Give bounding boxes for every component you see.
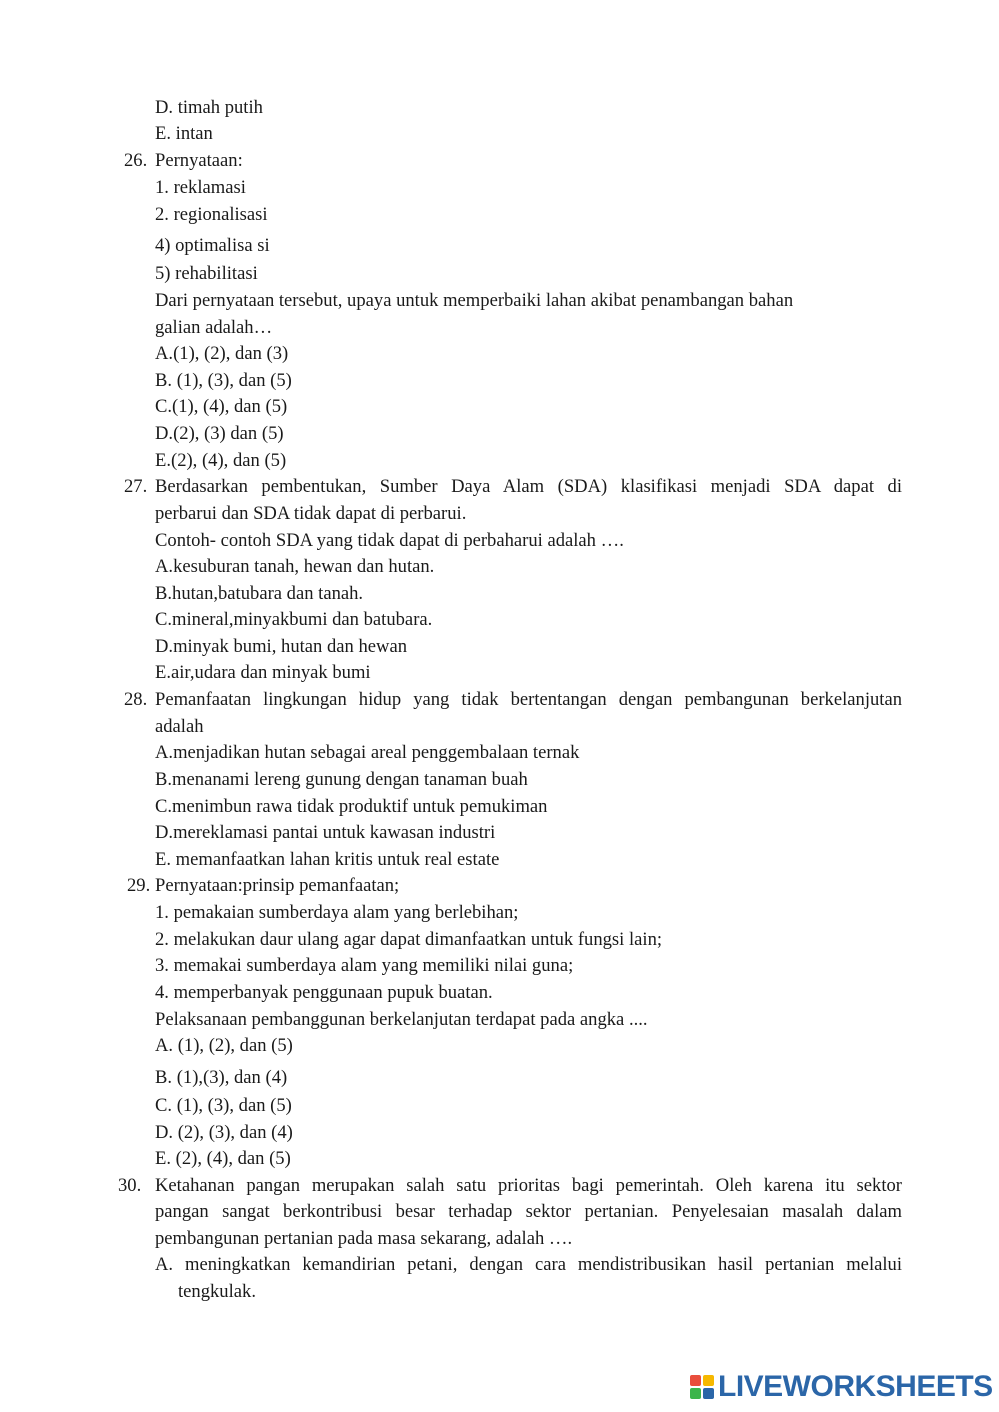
q30-option-a-line2: tengkulak. xyxy=(178,1281,256,1302)
q29-option-d: D. (2), (3), dan (4) xyxy=(155,1122,293,1143)
q28-option-d: D.mereklamasi pantai untuk kawasan industri xyxy=(155,822,496,843)
q29-option-e: E. (2), (4), dan (5) xyxy=(155,1148,291,1169)
q28-stem-line2: adalah xyxy=(155,716,204,737)
q28-option-b: B.menanami lereng gunung dengan tanaman buah xyxy=(155,769,528,790)
q30-stem-line2: pangan sangat berkontribusi besar terhadap sektor pertanian. Penyelesaian masalah dalam xyxy=(155,1201,902,1222)
q29-number: 29. xyxy=(127,875,151,896)
q28-option-a: A.menjadikan hutan sebagai areal penggembalaan ternak xyxy=(155,742,580,763)
q29-statement-1: 1. pemakaian sumberdaya alam yang berlebihan; xyxy=(155,902,519,923)
q26-statement-5: 5) rehabilitasi xyxy=(155,263,258,284)
liveworksheets-logo-icon xyxy=(690,1375,714,1399)
q30-option-a-line1: A. meningkatkan kemandirian petani, dengan cara mendistribusikan hasil pertanian melalui xyxy=(155,1254,902,1275)
q26-option-b: B. (1), (3), dan (5) xyxy=(155,370,292,391)
q29-stem: Pernyataan:prinsip pemanfaatan; xyxy=(155,875,400,896)
q27-option-c: C.mineral,minyakbumi dan batubara. xyxy=(155,609,433,630)
q27-option-b: B.hutan,batubara dan tanah. xyxy=(155,583,364,604)
q27-option-d: D.minyak bumi, hutan dan hewan xyxy=(155,636,407,657)
q26-statement-1: 1. reklamasi xyxy=(155,177,246,198)
liveworksheets-logo-text: LIVEWORKSHEETS xyxy=(718,1370,993,1403)
q29-statement-3: 3. memakai sumberdaya alam yang memiliki nilai guna; xyxy=(155,955,574,976)
q29-question: Pelaksanaan pembanggunan berkelanjutan terdapat pada angka .... xyxy=(155,1009,648,1030)
q29-option-b: B. (1),(3), dan (4) xyxy=(155,1067,288,1088)
q30-number: 30. xyxy=(118,1175,142,1196)
q26-option-e: E.(2), (4), dan (5) xyxy=(155,450,287,471)
q29-option-c: C. (1), (3), dan (5) xyxy=(155,1095,292,1116)
q28-option-c: C.menimbun rawa tidak produktif untuk pemukiman xyxy=(155,796,548,817)
q27-stem-line2: perbarui dan SDA tidak dapat di perbarui. xyxy=(155,503,467,524)
q26-statement-2: 2. regionalisasi xyxy=(155,204,268,225)
q29-statement-2: 2. melakukan daur ulang agar dapat dimanfaatkan untuk fungsi lain; xyxy=(155,929,663,950)
q29-statement-4: 4. memperbanyak penggunaan pupuk buatan. xyxy=(155,982,493,1003)
q27-number: 27. xyxy=(124,476,148,497)
q26-statement-4: 4) optimalisa si xyxy=(155,235,270,256)
q27-question: Contoh- contoh SDA yang tidak dapat di perbaharui adalah …. xyxy=(155,530,624,551)
q26-question-line2: galian adalah… xyxy=(155,317,273,338)
q26-option-a: A.(1), (2), dan (3) xyxy=(155,343,289,364)
q26-question-line1: Dari pernyataan tersebut, upaya untuk memperbaiki lahan akibat penambangan bahan xyxy=(155,290,794,311)
q26-number: 26. xyxy=(124,150,148,171)
q27-option-a: A.kesuburan tanah, hewan dan hutan. xyxy=(155,556,435,577)
q28-stem-line1: Pemanfaatan lingkungan hidup yang tidak bertentangan dengan pembangunan berkelanjutan xyxy=(155,689,902,710)
q25-option-d: D. timah putih xyxy=(155,97,263,118)
q28-number: 28. xyxy=(124,689,148,710)
q27-option-e: E.air,udara dan minyak bumi xyxy=(155,662,371,683)
q26-option-c: C.(1), (4), dan (5) xyxy=(155,396,288,417)
q26-stem: Pernyataan: xyxy=(155,150,243,171)
q27-stem-line1: Berdasarkan pembentukan, Sumber Daya Alam (SDA) klasifikasi menjadi SDA dapat di xyxy=(155,476,902,497)
q28-option-e: E. memanfaatkan lahan kritis untuk real estate xyxy=(155,849,500,870)
q29-option-a: A. (1), (2), dan (5) xyxy=(155,1035,293,1056)
q30-stem-line3: pembangunan pertanian pada masa sekarang, adalah …. xyxy=(155,1228,573,1249)
q30-stem-line1: Ketahanan pangan merupakan salah satu prioritas bagi pemerintah. Oleh karena itu sektor xyxy=(155,1175,902,1196)
liveworksheets-logo xyxy=(690,1370,993,1404)
q25-option-e: E. intan xyxy=(155,123,213,144)
q26-option-d: D.(2), (3) dan (5) xyxy=(155,423,284,444)
